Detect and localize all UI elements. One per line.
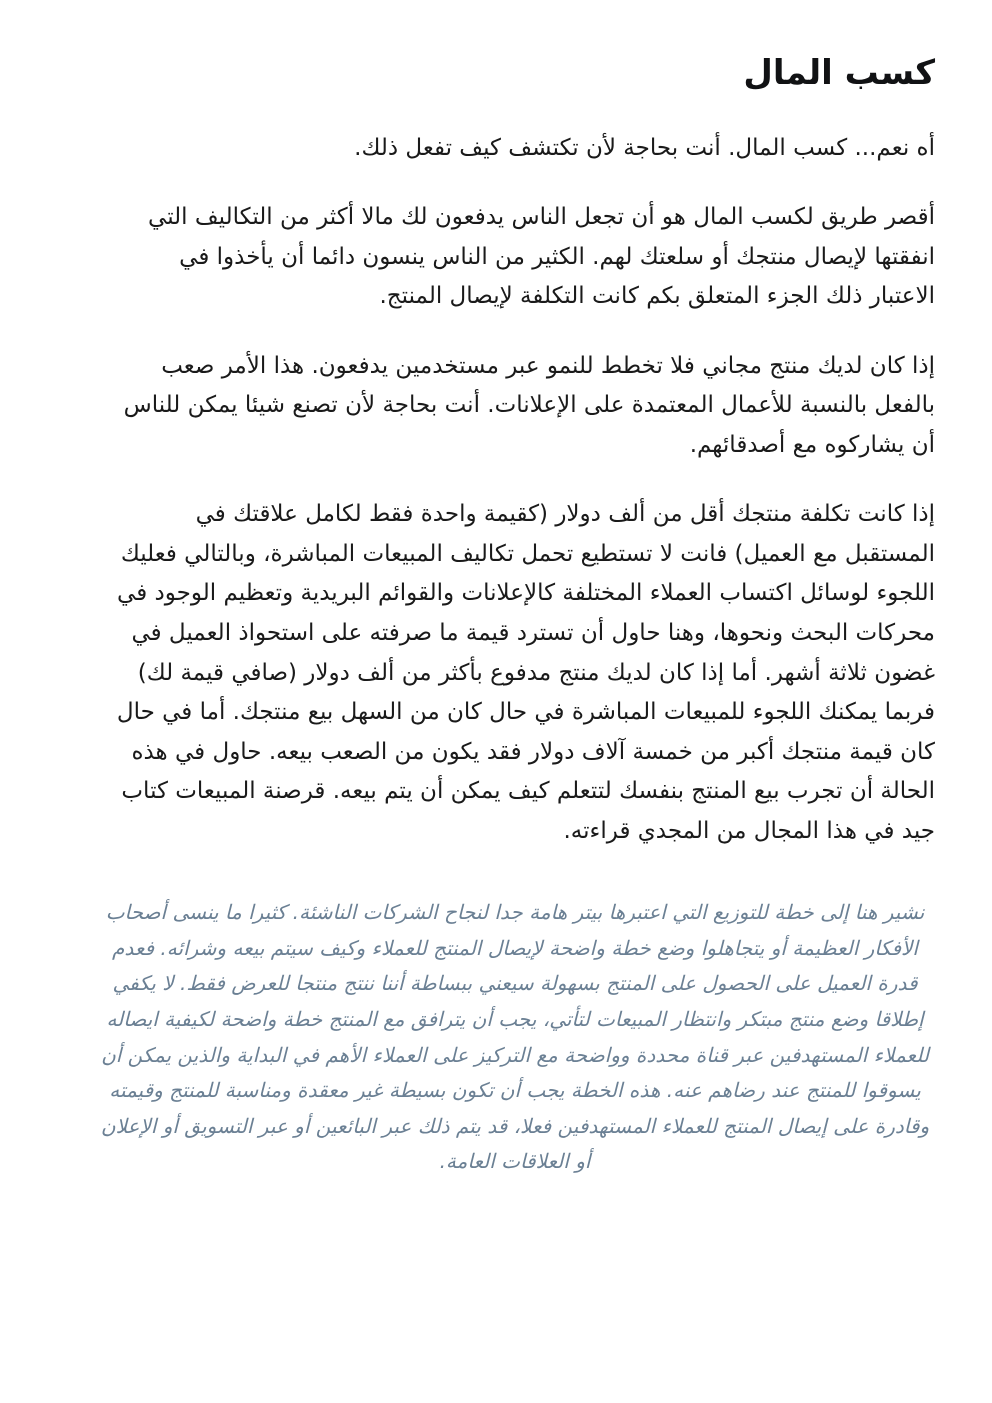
body-paragraph-4: إذا كانت تكلفة منتجك أقل من ألف دولار (كقيمة واحدة فقط لكامل علاقتك في المستقبل مع العميل) فانت لا تستطيع تحمل تكاليف المبيعات المباشرة، وبالتالي فعليك اللجوء لوسائل اكتساب العملاء المختلفة كالإعلانات والقوائم البريدية وتعظيم الوجود في محركات البحث ونحوها، وهنا حاول أن تسترد قيمة ما صرفته على استحواذ العميل في غضون ثلاثة أشهر. أما إذا كان لديك منتج مدفوع بأكثر من ألف دولار (صافي قيمة لك) فربما يمكنك اللجوء للمبيعات المباشرة في حال كان من السهل بيع منتجك. أما في حال كان قيمة منتجك أكبر من خمسة آلاف دولار فقد يكون من الصعب بيعه. حاول في هذه الحالة أن تجرب بيع المنتج بنفسك لتتعلم كيف يمكن أن يتم بيعه. قرصنة المبيعات كتاب جيد في هذا المجال من المجدي قراءته. (116, 501, 935, 844)
body-paragraph-1: أه نعم... كسب المال. أنت بحاجة لأن تكتشف كيف تفعل ذلك. (354, 134, 935, 161)
editor-note-text: نشير هنا إلى خطة للتوزيع التي اعتبرها بيتر هامة جدا لنجاح الشركات الناشئة. كثيرا ما ينسى أصحاب الأفكار العظيمة أو يتجاهلوا وضع خطة واضحة لإيصال المنتج للعملاء وكيف سيتم بيعه وشرائه. فعدم قدرة العميل على الحصول على المنتج بسهولة سيعني ببساطة أننا ننتج منتجا للعرض فقط. لا يكفي إطلاقا وضع منتج مبتكر وانتظار المبيعات لتأتي، يجب أن يترافق مع المنتج خطة واضحة لكيفية ايصاله للعملاء المستهدفين عبر قناة محددة وواضحة مع التركيز على العملاء الأهم في البداية والذين يمكن أن يسوقوا للمنتج عند رضاهم عنه. هذه الخطة يجب أن تكون بسيطة غير معقدة ومناسبة للمنتج وقيمته وقادرة على إيصال المنتج للعملاء المستهدفين فعلا، قد يتم ذلك عبر البائعين أو عبر التسويق أو الإعلان أو العلاقات العامة. (100, 900, 930, 1174)
body-paragraph-3: إذا كان لديك منتج مجاني فلا تخطط للنمو عبر مستخدمين يدفعون. هذا الأمر صعب بالفعل بالنسبة للأعمال المعتمدة على الإعلانات. أنت بحاجة لأن تصنع شيئا يمكن للناس أن يشاركوه مع أصدقائهم. (123, 352, 935, 458)
editor-note-block (95, 895, 935, 1180)
body-paragraph-2: أقصر طريق لكسب المال هو أن تجعل الناس يدفعون لك مالا أكثر من التكاليف التي انفقتها لإيصال منتجك أو سلعتك لهم. الكثير من الناس ينسون دائما أن يأخذوا في الاعتبار ذلك الجزء المتعلق بكم كانت التكلفة لإيصال المنتج. (148, 204, 935, 310)
page-title: كسب المال (743, 53, 935, 93)
